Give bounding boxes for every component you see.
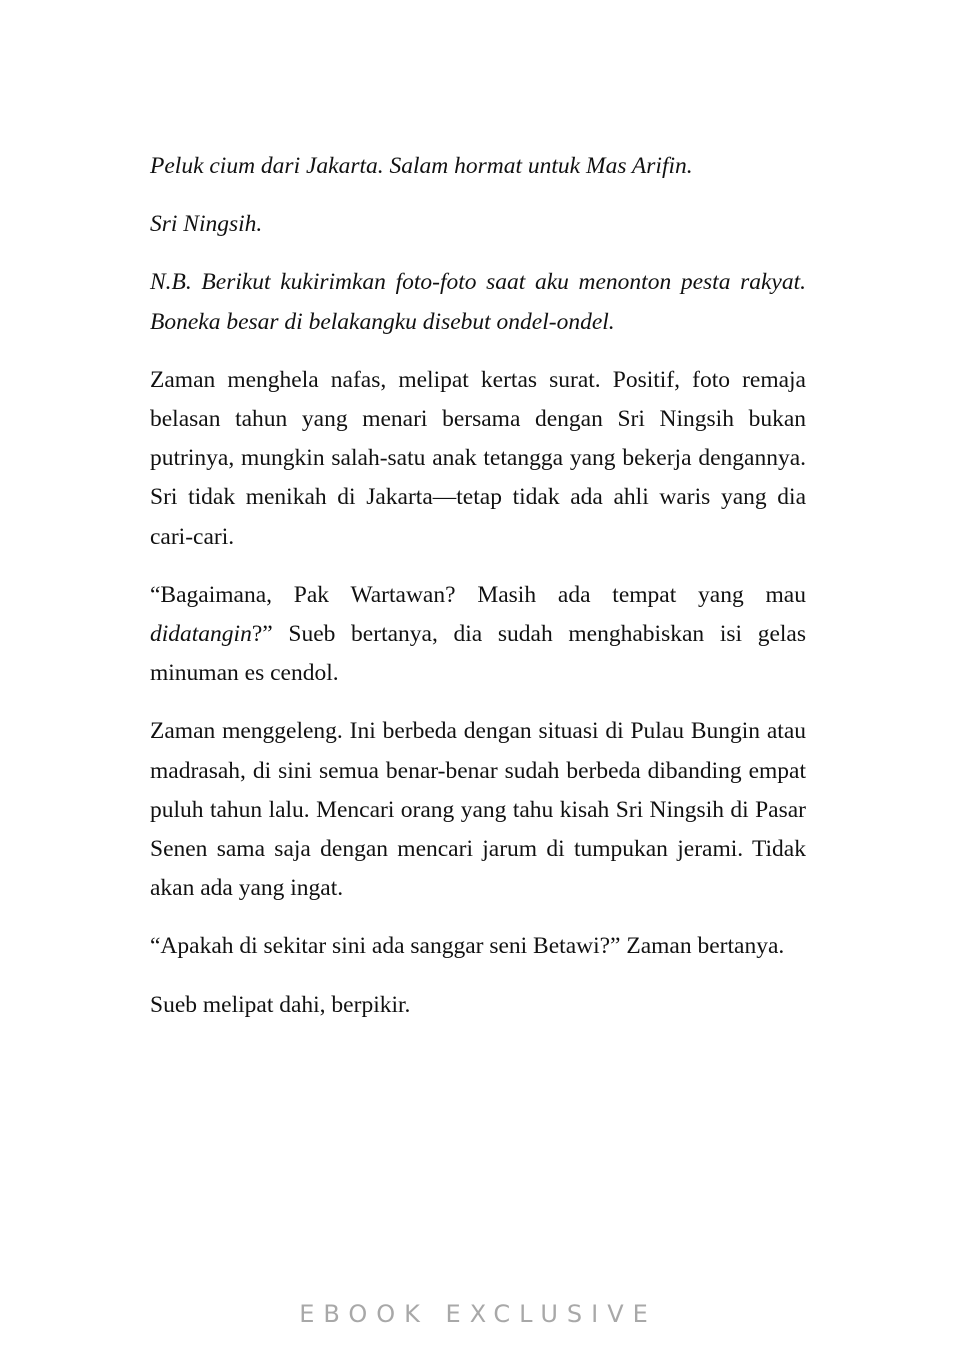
letter-signature: Sri Ningsih. bbox=[150, 211, 263, 238]
letter-closing: Peluk cium dari Jakarta. Salam hormat untuk Mas Arifin. bbox=[150, 153, 693, 179]
paragraph-4: “Apakah di sekitar sini ada sanggar seni Betawi?” Zaman bertanya. bbox=[150, 933, 785, 960]
paragraph-5: Sueb melipat dahi, berpikir. bbox=[150, 991, 411, 1018]
page-body bbox=[150, 147, 806, 1044]
paragraph-2 bbox=[150, 576, 806, 694]
paragraph-3: Zaman menggeleng. Ini berbeda dengan situasi di Pulau Bungin atau madrasah, di sini semua benar-benar sudah berbeda dibanding empat puluh tahun lalu. Mencari orang yang tahu kisah Sri Ningsih di Pasar Senen sama saja dengan mencari jarum di tumpukan jerami. Tidak akan ada yang ingat. bbox=[150, 718, 806, 902]
paragraph-2-part-a: “Bagaimana, Pak Wartawan? Masih ada tempat yang mau bbox=[150, 581, 806, 608]
footer-watermark: EBOOK EXCLUSIVE bbox=[299, 1300, 657, 1328]
letter-postscript: N.B. Berikut kukirimkan foto-foto saat aku menonton pesta rakyat. Boneka besar di belakangku disebut ondel-ondel. bbox=[150, 269, 806, 335]
paragraph-1: Zaman menghela nafas, melipat kertas surat. Positif, foto remaja belasan tahun yang menari bersama dengan Sri Ningsih bukan putrinya, mungkin salah-satu anak tetangga yang bekerja dengannya. Sri tidak menikah di Jakarta—tetap tidak ada ahli waris yang dia cari-cari. bbox=[150, 366, 806, 550]
paragraph-2-emphasis: didatangin bbox=[150, 621, 252, 648]
paragraph-2-part-b: ?” Sueb bertanya, dia sudah menghabiskan isi gelas minuman es cendol. bbox=[150, 621, 806, 687]
